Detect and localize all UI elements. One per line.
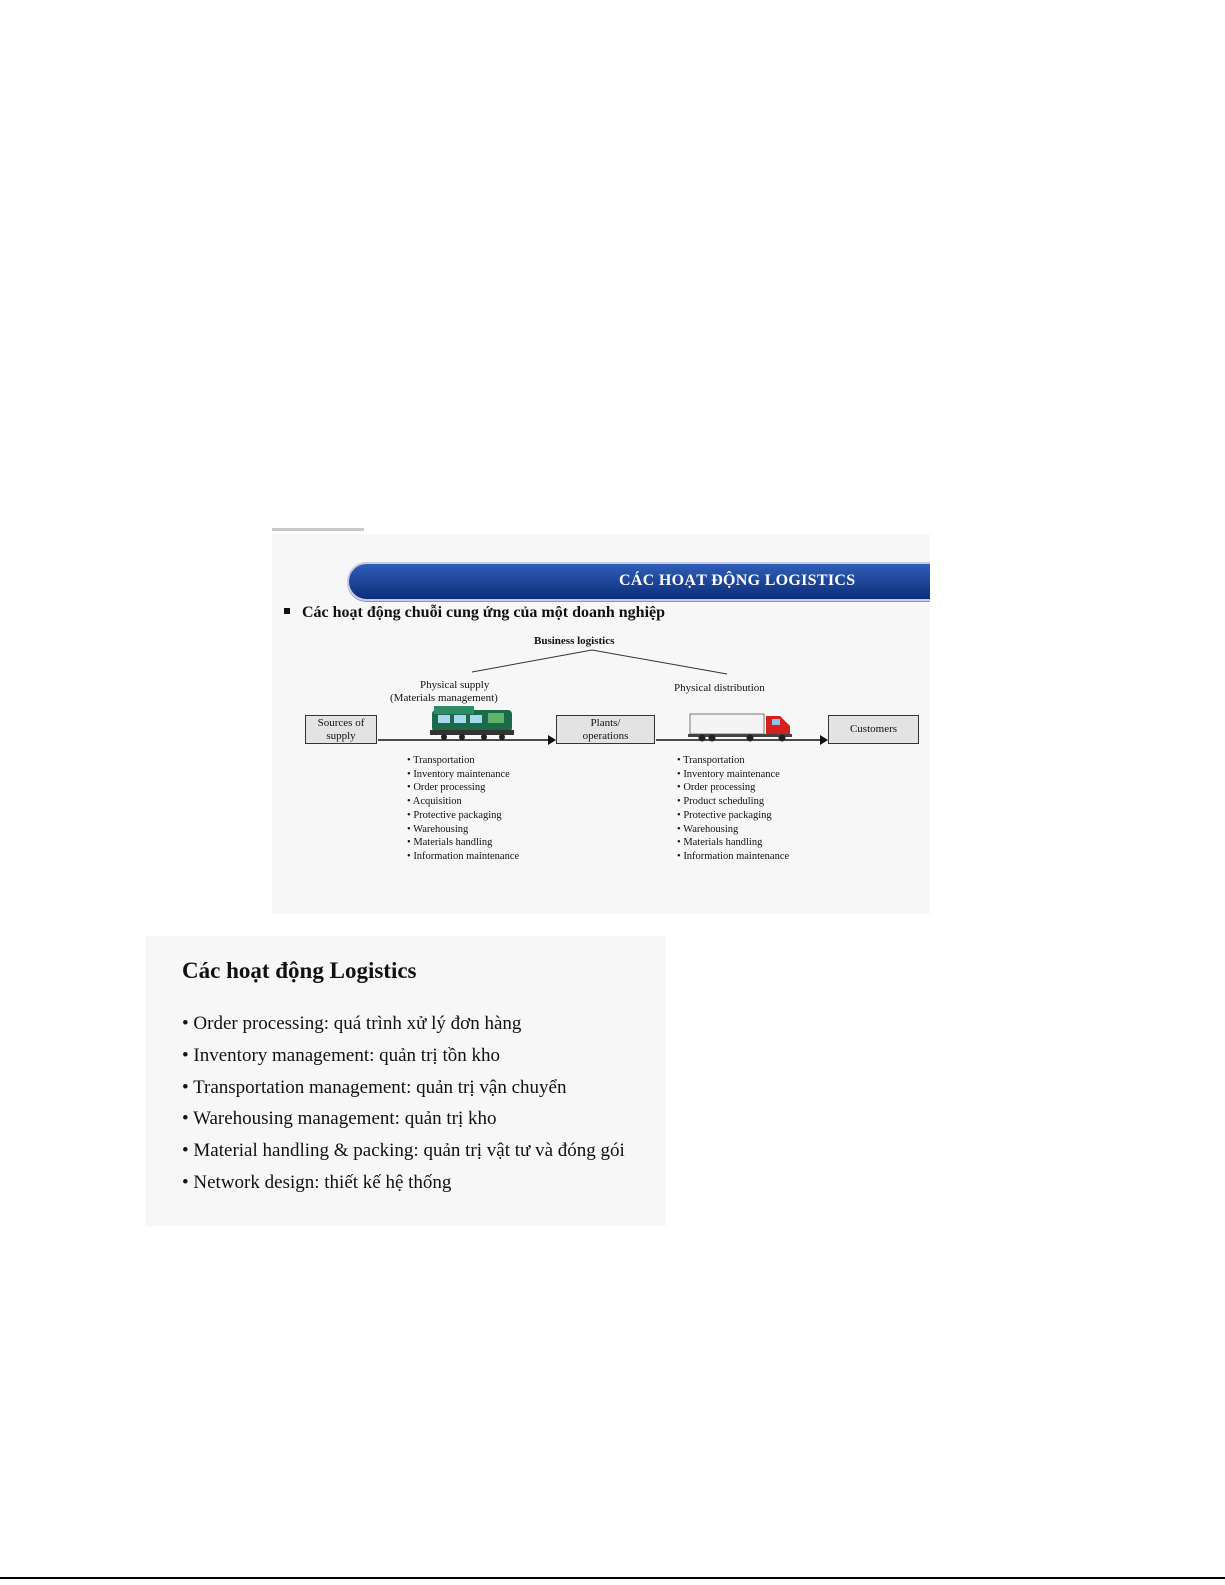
list-item: • Network design: thiết kế hệ thống (182, 1167, 625, 1199)
business-logistics-label: Business logistics (534, 635, 615, 647)
customers-box (828, 715, 919, 744)
page-bottom-rule (0, 1577, 1225, 1579)
sources-line1: Sources of (317, 716, 365, 729)
list-item: • Protective packaging (677, 809, 789, 823)
list-item: • Order processing (677, 781, 789, 795)
list-item: • Inventory maintenance (407, 768, 519, 782)
list-item: • Materials handling (407, 836, 519, 850)
list-item: • Information maintenance (677, 850, 789, 864)
list-item: • Product scheduling (677, 795, 789, 809)
list-item: • Inventory management: quản trị tồn kho (182, 1040, 625, 1072)
train-icon (430, 706, 514, 740)
logistics-activities-slide (146, 936, 666, 1226)
physical-distribution-label: Physical distribution (674, 682, 765, 694)
plants-line1: Plants/ (590, 716, 621, 729)
list-item: • Information maintenance (407, 850, 519, 864)
plants-line2: operations (582, 729, 629, 742)
list-item: • Material handling & packing: quản trị vật tư và đóng gói (182, 1135, 625, 1167)
sources-of-supply-box (305, 715, 377, 744)
supply-activities-list (407, 754, 519, 864)
physical-supply-label: Physical supply (420, 679, 490, 691)
list-item: • Transportation (407, 754, 519, 768)
logistics-activities-list (182, 1008, 625, 1199)
banner-title: CÁC HOẠT ĐỘNG LOGISTICS (619, 572, 856, 589)
distribution-activities-list (677, 754, 789, 864)
plants-operations-box (556, 715, 655, 744)
list-item: • Warehousing (407, 823, 519, 837)
customers-label: Customers (849, 723, 898, 735)
subtitle-text: Các hoạt động chuỗi cung ứng của một doanh nghiệp (302, 604, 666, 621)
list-item: • Transportation management: quản trị vận chuyển (182, 1072, 625, 1104)
list-item: • Warehousing management: quản trị kho (182, 1103, 625, 1135)
list-item: • Protective packaging (407, 809, 519, 823)
truck-icon (688, 714, 792, 742)
list-item: • Warehousing (677, 823, 789, 837)
list-item: • Order processing (407, 781, 519, 795)
list-item: • Inventory maintenance (677, 768, 789, 782)
materials-management-label: (Materials management) (390, 692, 498, 704)
slide2-title: Các hoạt động Logistics (182, 958, 417, 983)
list-item: • Transportation (677, 754, 789, 768)
slide-top-line (272, 528, 364, 531)
sources-line2: supply (326, 729, 356, 742)
supply-chain-slide (272, 534, 930, 914)
list-item: • Acquisition (407, 795, 519, 809)
list-item: • Materials handling (677, 836, 789, 850)
list-item: • Order processing: quá trình xử lý đơn hàng (182, 1008, 625, 1040)
